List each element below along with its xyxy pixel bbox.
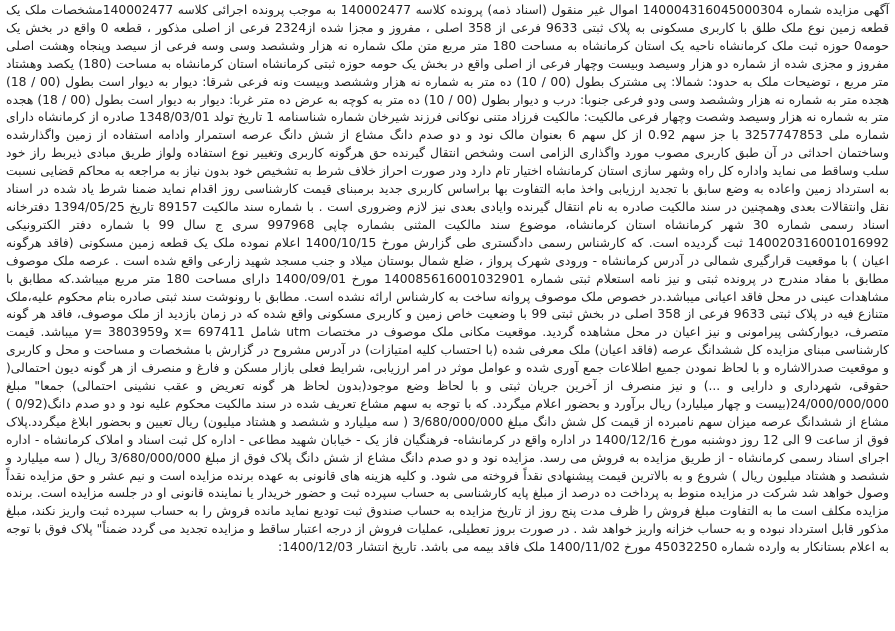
notice-body-text: آگهی مزایده شماره 140004316045000304 اموال غیر منقول (اسناد ذمه) پرونده کلاسه 140002477 به موجب پرونده اجرائی کلاسه 140002477مشخصات ملک یک قطعه زمین نوع ملک طلق با کاربری مسکونی به پلاک ثبتی 9633 فرعی از 358 اصلی ، مفروز و مجزا شده از2324 فرعی از اصلی مذکور ، قطعه 0 واقع در بخش یک حومه0 حوزه ثبت ملک کرمانشاه ناحیه یک استان کرمانشاه به مساحت 180 متر مربع متن ملک شماره نه هزار وششصد وسی وسه فرعی از سیصد وپنجاه وهشت اصلی مفروز و مجزی شده از شماره دو هزار وسیصد وبیست وچهار فرعی از اصلی واقع در بخش یک حومه حوزه ثبتی کرمانشاه استان کرمانشاه به مساحت (180) یکصد وهشتاد متر مربع ، توضیحات ملک به حدود: شمالا: پی مشترک بطول (00 / 10) ده متر به شماره نه هزار وششصد وبیست ونه فرعی شرقا: دیوار به دیوار است بطول (00 / 18) هجده متر به شماره نه هزار وششصد وسی ودو فرعی جنوبا: درب و دیوار بطول (00 / 10) ده متر به کوچه به عرض ده متر غربا: دیوار به دیوار است بطول (00 / 18) هجده متر به شماره نه هزار وسیصد وشصت وچهار فرعی مالکیت: مالکیت فرزاد متنی نوکانی فرزند شیرخان شماره شناسنامه 1 تاریخ تولد 1348/03/01 صادره از کرمانشاه دارای شماره ملی 3257747853 با جز سهم 0.92 از کل سهم 6 بعنوان مالک نود و دو صدم دانگ مشاع از شش دانگ عرصه استمرار وادامه استفاده از زمین واگذارشده وساختمان احداثی در آن طبق کاربری مصوب مورد واگذاری الزامی است وشخص انتقال گیرنده حق هرگونه کاربری وتغییر نوع استفاده ولواز طریق مبادی ذیربط راز خود سلب وساقط می نماید واداره کل راه وشهر سازی استان کرمانشاه اختیار تام دارد ودر صورت احراز خلاف شرط به تشخیص خود بدون نیاز به مراجعه به محاکم قضایی نسبت به استرداد زمین واعاده به وضع سابق با تجدید ارزیابی واخذ مابه التفاوت بها براساس کاربری جدید برمبنای قیمت کارشناسی روز اقدام نماید ضمنا شرط یاد شده در اسناد نقل وانتقالات بعدی وهمچنین در سند مالکیت صادره به نام انتقال گیرنده وایادی بعدی نیز لازم وضروری است . با شماره سند مالکیت 89157 تاریخ 1394/05/25 دفترخانه اسناد رسمی شماره 30 شهر کرمانشاه استان کرمانشاه، موضوع سند مالکیت المثنی بشماره چاپی 997968 سری ج سال 99 با شماره دفتر الکترونیکی 140020316001016992 ثبت گردیده است. که کارشناس رسمی دادگستری طی گزارش مورخ 1400/10/15 اعلام نموده ملک یک قطعه زمین مسکونی (فاقد هرگونه اعیان ) با موقعیت قرارگیری شمالی در آدرس کرمانشاه - ورودی شهرک پرواز ، ضلع شمال بوستان میلاد و جنب مسجد شهید زارعی واقع شده است . عرصه ملک موصوف مطابق با مفاد مندرج در پرونده ثبتی و نیز نامه استعلام ثبتی شماره 140085616001032901 مورخ 1400/09/01 دارای مساحت 180 متر مربع میباشد.که مطابق با مشاهدات عینی در محل فاقد اعیانی میباشد.در خصوص ملک موصوف پروانه ساخت به کارشناس ارائه نشده است. مطابق با رونوشت سند ثبتی صادره بنام محکوم علیه،ملک متنازع فیه در پلاک ثبتی 9633 فرعی از 358 اصلی در بخش ثبتی 99 با وضعیت خاص زمین و کاربری مسکونی واقع شده که در زمان بازدید از ملک موصوف، فاقد هر گونه متصرف، دیوارکشی پیرامونی و نیز اعیان در محل مشاهده گردید. موقعیت مکانی ملک موصوف در مختصات utm شامل x= 697411 وy= 3803959 میباشد. قیمت کارشناسی مبنای مزایده کل ششدانگ عرصه (فاقد اعیان) ملک معرفی شده (با احتساب کلیه امتیازات) در آدرس مشروح در گزارش با مشخصات و مساحت و محل و کاربری و موقعیت صدرالاشاره و با لحاظ نمودن جمیع اطلاعات جمع آوری شده و عوامل موثر در امر ارزیابی، شرایط فعلی بازار مسکن و فارغ و منصرف از هر گونه دیون احتمالی( حقوقی، شهرداری و دارایی و ...) و نیز منصرف از آخرین جریان ثبتی و با لحاظ وضع موجود(بدون لحاظ هر گونه تعریض و عقب نشینی احتمالی) جمعا" مبلغ 24/000/000/000(بیست و چهار میلیارد) ریال برآورد و بحضور اعلام میگردد. که با توجه به سهم مشاع تعریف شده در سند مالکیت محکوم علیه نود و دو صدم دانگ(0/92 ) مشاع از ششدانگ عرصه میزان سهم نامبرده از قیمت کل شش دانگ مبلغ 3/680/000/000 ( سه میلیارد و ششصد و هشتاد میلیون) ریال تعیین و بحضور ابلاغ میگردد.پلاک فوق از ساعت 9 الی 12 روز دوشنبه مورخ 1400/12/16 در اداره واقع در کرمانشاه- فرهنگیان فاز یک - خیابان شهید مطاعی - اداره کل ثبت اسناد و املاک کرمانشاه - اداره اجرای اسناد رسمی کرمانشاه - از طریق مزایده به فروش می رسد. مزایده نود و دو صدم دانگ مشاع از شش دانگ پلاک فوق از مبلغ 3/680/000/000 ریال ( سه میلیارد و ششصد و هشتاد میلیون ریال ) شروع و به بالاترین قیمت پیشنهادی نقداً فروخته می شود. و کلیه هزینه های قانونی به عهده برنده مزایده است و نیم عشر و حق مزایده نقداً وصول خواهد شد شرکت در مزایده منوط به پرداخت ده درصد از مبلغ پایه کارشناسی به حساب سپرده ثبت و حضور خریدار یا نماینده قانونی او در جلسه مزایده است. برنده مزایده مکلف است ما به التفاوت مبلغ فروش را ظرف مدت پنج روز از تاریخ مزایده به حساب صندوق ثبت تودیع نماید مانده فروش را به حساب سپرده ثبت واریز نکند، مبلغ مذکور قابل استرداد نبوده و به حساب خزانه واریز خواهد شد . در صورت بروز تعطیلی، عملیات فروش از درجه اعتبار ساقط و مزایده تجدید می گردد ضمناً" پلاک فوق با توجه به اعلام بستانکار به وارده شماره 45032250 مورخ 1400/11/02 ملک فاقد بیمه می باشد. تاریخ انتشار 1400/12/03: xyxy=(6,3,890,555)
